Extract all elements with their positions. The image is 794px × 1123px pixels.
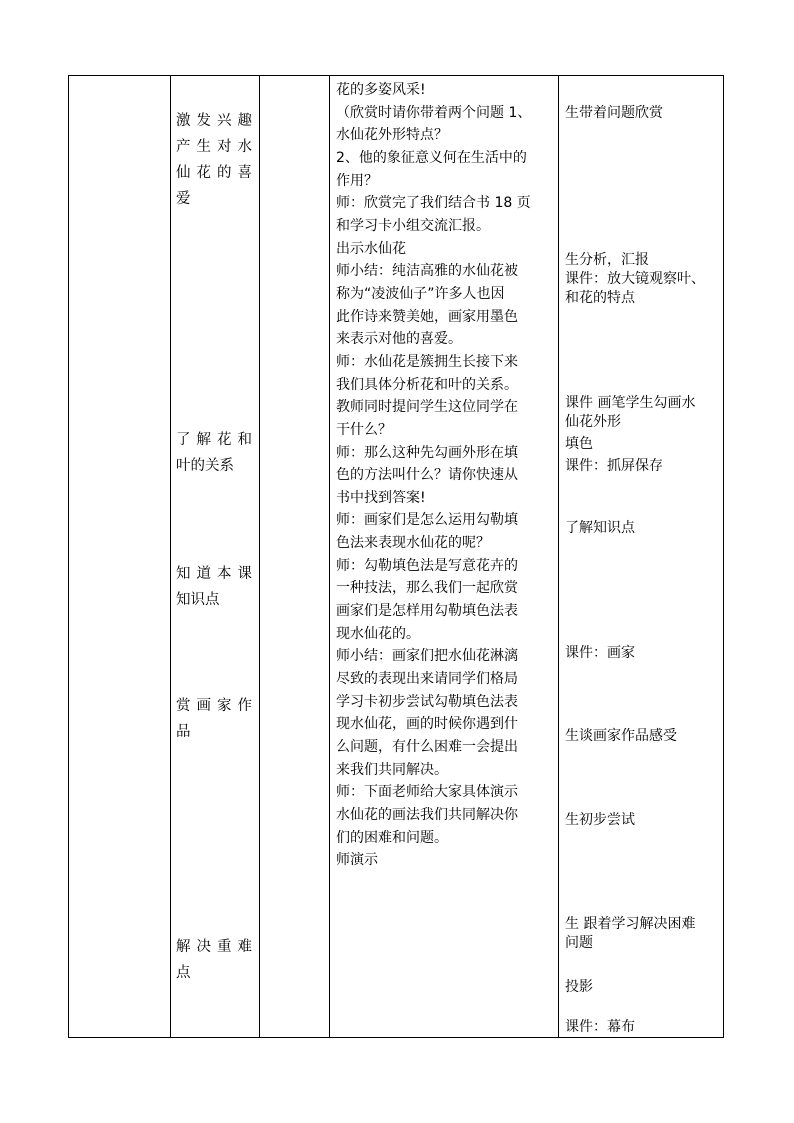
- activity-line: 学习卡初步尝试勾勒填色法表: [336, 693, 518, 710]
- student-activity-column: [558, 76, 725, 1037]
- activity-line: 花的多姿风采!: [336, 82, 426, 98]
- activity-line: 书中找到答案!: [336, 489, 426, 506]
- student-activity-item: 和花的特点: [565, 290, 635, 306]
- objective-line: 仙花的喜: [176, 165, 258, 181]
- student-activity-item: 课件：放大镜观察叶、: [565, 271, 705, 287]
- activity-line: 师小结：画家们把水仙花淋漓: [336, 648, 518, 665]
- objective-line: 产生对水: [176, 139, 258, 155]
- objective-stimulate: [176, 108, 258, 212]
- activity-line: 师：画家们是怎么运用勾勒填: [336, 512, 518, 529]
- student-activity-item: 课件 画笔学生勾画水: [565, 395, 696, 411]
- activity-line: 师演示: [336, 852, 378, 869]
- activity-line: 出示水仙花: [336, 240, 406, 257]
- student-activity-item: 课件：画家: [565, 645, 635, 661]
- teacher-activity-text: [336, 79, 531, 872]
- objective-line: 了解花和: [176, 432, 258, 448]
- activity-line: 干什么？: [336, 421, 392, 438]
- teacher-activity-column: [329, 76, 558, 1037]
- activity-line: 师：水仙花是簇拥生长接下来: [336, 353, 518, 370]
- objective-solve: [176, 934, 258, 986]
- objective-appreciate: [176, 693, 258, 745]
- activity-line: 教师同时提问学生这位同学在: [336, 399, 518, 416]
- activity-line: 称为“凌波仙子”许多人也因: [336, 285, 505, 302]
- student-activity-item: 课件：幕布: [565, 1019, 635, 1035]
- student-activity-item: 生带着问题欣赏: [565, 105, 663, 121]
- lesson-plan-table: [68, 75, 724, 1038]
- objective-line: 点: [176, 965, 197, 981]
- empty-column-cell: [69, 76, 170, 1037]
- activity-line: 现水仙花，画的时候你遇到什: [336, 716, 518, 733]
- activity-line: 们的困难和问题。: [336, 829, 448, 846]
- objective-knowledge: [176, 561, 258, 613]
- objective-understand: [176, 427, 258, 479]
- student-activity-item: 课件：抓屏保存: [565, 458, 663, 474]
- activity-line: 来表示对他的喜爱。: [336, 331, 462, 348]
- student-activity-item: 填色: [565, 436, 593, 452]
- objective-line: 品: [176, 724, 197, 740]
- student-activity-item: 生分析，汇报: [565, 252, 649, 268]
- activity-line: 和学习卡小组交流汇报。: [336, 217, 490, 234]
- objective-line: 激发兴趣: [176, 113, 258, 129]
- activity-line: 师：下面老师给大家具体演示: [336, 784, 518, 801]
- objective-line: 赏画家作: [176, 698, 258, 714]
- activity-line: 作用？: [336, 172, 378, 189]
- empty-column-cell: [259, 76, 329, 1037]
- activity-line: 水仙花的画法我们共同解决你: [336, 807, 518, 823]
- objective-line: 知道本课: [176, 566, 258, 582]
- activity-line: 色的方法叫什么？请你快速从: [336, 467, 518, 484]
- activity-line: 师小结：纯洁高雅的水仙花被: [336, 263, 518, 280]
- activity-line: 师：那么这种先勾画外形在填: [336, 444, 518, 461]
- activity-line: 此作诗来赞美她，画家用墨色: [336, 308, 518, 325]
- activity-line: 色法来表现水仙花的呢？: [336, 535, 490, 552]
- objective-line: 解决重难: [176, 939, 258, 955]
- activity-line: 师：欣赏完了我们结合书 18 页: [336, 195, 531, 212]
- student-activity-item: 投影: [565, 979, 593, 995]
- activity-line: 师：勾勒填色法是写意花卉的: [336, 557, 518, 574]
- activity-line: 现水仙花的。: [336, 625, 420, 642]
- activity-line: 尽致的表现出来请同学们格局: [336, 671, 518, 688]
- objective-line: 叶的关系: [176, 458, 234, 474]
- objectives-column: [170, 76, 259, 1037]
- student-activity-item: 问题: [565, 935, 593, 951]
- activity-line: 画家们是怎样用勾勒填色法表: [336, 603, 518, 620]
- student-activity-item: 生初步尝试: [565, 812, 635, 828]
- student-activity-item: 了解知识点: [565, 520, 635, 536]
- student-activity-item: 仙花外形: [565, 414, 621, 430]
- student-activity-item: 生 跟着学习解决困难: [565, 916, 696, 932]
- activity-line: 水仙花外形特点？: [336, 127, 448, 144]
- activity-line: 来我们共同解决。: [336, 761, 448, 778]
- activity-line: 一种技法，那么我们一起欣赏: [336, 580, 518, 597]
- activity-line: （欣赏时请你带着两个问题 1、: [336, 104, 532, 121]
- activity-line: 么问题，有什么困难一会提出: [336, 739, 518, 756]
- student-activity-item: 生谈画家作品感受: [565, 728, 677, 744]
- objective-line: 爱: [176, 191, 197, 207]
- activity-line: 我们具体分析花和叶的关系。: [336, 376, 518, 393]
- activity-line: 2、他的象征意义何在生活中的: [336, 149, 527, 166]
- objective-line: 知识点: [176, 592, 220, 608]
